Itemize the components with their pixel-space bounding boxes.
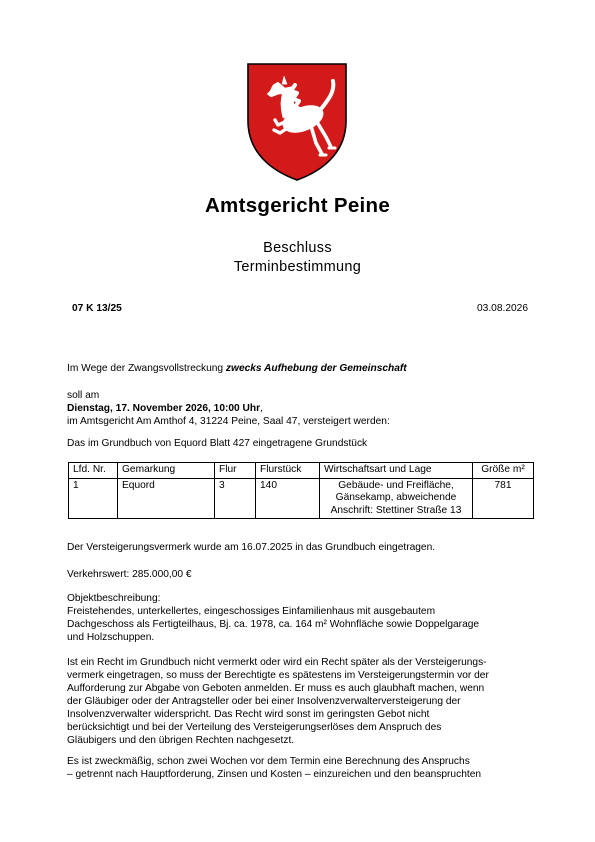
vermerk-text: Der Versteigerungsvermerk wurde am 16.07.2025 in das Grundbuch eingetragen. (67, 542, 436, 553)
paragraph-line: der Gläubiger oder der Antragsteller oder bei einer Insolvenzverwalterversteigerung der (67, 696, 461, 707)
intro-emphasis: zwecks Aufhebung der Gemeinschaft (225, 363, 407, 374)
table-header: Größe m² (473, 463, 534, 479)
table-header: Flur (215, 463, 256, 479)
paragraph-line: Insolvenzverwalter widerspricht. Das Recht wird sonst im geringsten Gebot nicht (67, 709, 430, 720)
paragraph-line: Gläubigers und den übrigen Rechten nachgesetzt. (67, 735, 295, 746)
verkehrswert-text: Verkehrswert: 285.000,00 € (67, 569, 192, 580)
paragraph-line: – getrennt nach Hauptforderung, Zinsen und Kosten – einzureichen und den beanspruchten (67, 769, 482, 780)
object-label: Objektbeschreibung: (67, 593, 161, 604)
paragraph-line: vermerk eingetragen, so muss der Berechtigte es spätestens im Versteigerungstermin vor der (67, 670, 489, 681)
object-line: Freistehendes, unterkellertes, eingeschossiges Einfamilienhaus mit ausgebautem (67, 606, 436, 617)
auction-date-block (67, 389, 529, 428)
table-header: Gemarkung (118, 463, 215, 479)
table-cell: Gebäude- und Freifläche, Gänsekamp, abweichende Anschrift: Stettiner Straße 13 (320, 478, 473, 519)
document-subtitle: Terminbestimmung (233, 259, 362, 275)
auction-termin: Dienstag, 17. November 2026, 10:00 Uhr, (67, 403, 263, 414)
property-table (68, 462, 534, 519)
auction-location: im Amtsgericht Am Amthof 4, 31224 Peine, Saal 47, versteigert werden: (67, 416, 390, 427)
table-cell: Equord (118, 478, 215, 519)
table-header: Flurstück (256, 463, 320, 479)
coat-of-arms-horse-icon (247, 63, 347, 181)
document-type: Beschluss (263, 240, 332, 256)
case-number: 07 K 13/25 (72, 303, 122, 314)
court-name: Amtsgericht Peine (204, 194, 391, 217)
table-header-row (69, 463, 534, 479)
table-header: Lfd. Nr. (69, 463, 118, 479)
rights-paragraph (67, 656, 529, 747)
table-row (69, 478, 534, 519)
object-description (67, 592, 529, 644)
table-cell: 140 (256, 478, 320, 519)
termin-text: Dienstag, 17. November 2026, 10:00 Uhr (67, 403, 261, 414)
paragraph-line: Ist ein Recht im Grundbuch nicht vermerkt oder wird ein Recht später als der Versteigerungs- (67, 657, 487, 668)
intro-text: Im Wege der Zwangsvollstreckung (67, 363, 226, 374)
paragraph-line: berücksichtigt und bei der Verteilung des Versteigerungserlöses dem Anspruch des (67, 722, 442, 733)
paragraph-line: Aufforderung zur Abgabe von Geboten anmelden. Er muss es auch glaubhaft machen, wenn (67, 683, 485, 694)
paragraph-line: Es ist zweckmäßig, schon zwei Wochen vor dem Termin eine Berechnung des Anspruchs (67, 756, 470, 767)
intro-line (67, 362, 529, 375)
table-cell: 3 (215, 478, 256, 519)
object-line: und Holzschuppen. (67, 632, 155, 643)
soll-am-text: soll am (67, 390, 100, 401)
object-line: Dachgeschoss als Fertigteilhaus, Bj. ca. 1978, ca. 164 m² Wohnfläche sowie Doppelgarage (67, 619, 480, 630)
grundbuch-text: Das im Grundbuch von Equord Blatt 427 eingetragene Grundstück (67, 438, 368, 449)
table-cell: 1 (69, 478, 118, 519)
expedient-paragraph (67, 755, 529, 781)
table-cell: 781 (473, 478, 534, 519)
document-date: 03.08.2026 (477, 303, 528, 314)
table-header: Wirtschaftsart und Lage (320, 463, 473, 479)
